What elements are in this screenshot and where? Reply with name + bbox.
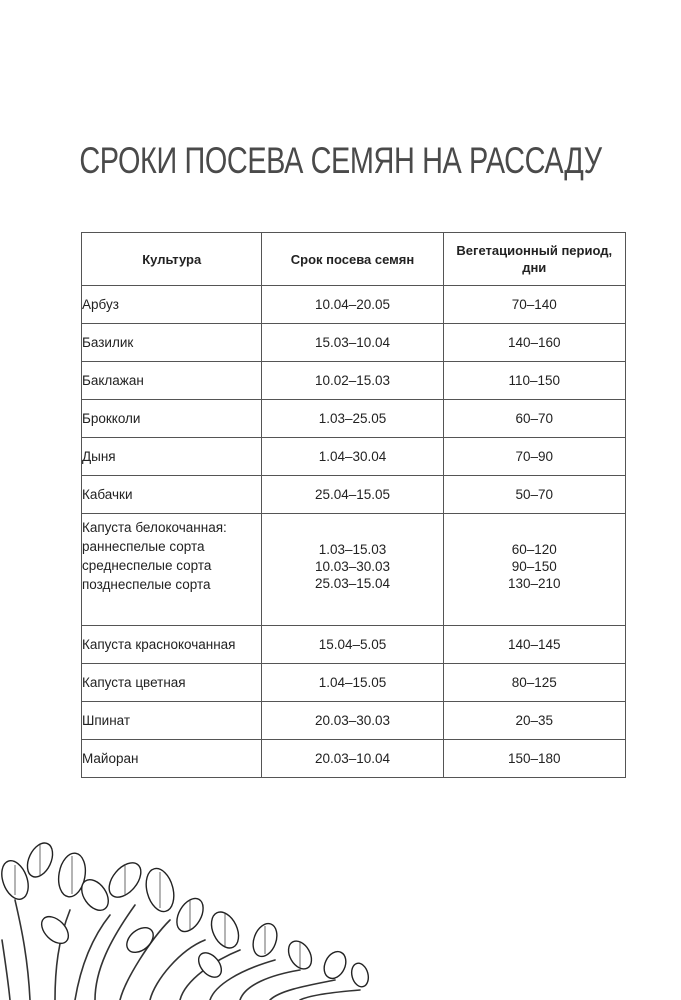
table-row [82,740,626,778]
header-sowing-date: Срок посева семян [262,233,443,286]
culture-subvariety: позднеспелые сорта [82,577,211,592]
table-row [82,664,626,702]
growing-period: 150–180 [443,740,625,778]
culture-name: Капуста краснокочанная [82,626,262,664]
culture-name: Шпинат [82,702,262,740]
sowing-date: 20.03–10.04 [262,740,443,778]
sowing-date: 25.04–15.05 [262,476,443,514]
growing-period: 50–70 [443,476,625,514]
microgreens-illustration-icon [0,820,380,1000]
culture-name: Базилик [82,324,262,362]
table-row [82,286,626,324]
table-header-row [82,233,626,286]
table-row [82,476,626,514]
culture-name: Брокколи [82,400,262,438]
table-row [82,626,626,664]
growing-period: 70–140 [443,286,625,324]
culture-subvariety: среднеспелые сорта [82,558,212,573]
header-culture: Культура [82,233,262,286]
growing-period: 140–145 [443,626,625,664]
growing-period: 60–70 [443,400,625,438]
sowing-date: 1.03–25.05 [262,400,443,438]
culture-name: Баклажан [82,362,262,400]
sowing-date [262,514,443,626]
culture-name: Дыня [82,438,262,476]
sowing-date: 1.04–15.05 [262,664,443,702]
growing-period: 70–90 [443,438,625,476]
culture-name [82,514,262,626]
sowing-date: 10.02–15.03 [262,362,443,400]
culture-name: Арбуз [82,286,262,324]
table-row [82,400,626,438]
growing-period: 80–125 [443,664,625,702]
sowing-date-value: 10.03–30.03 [314,559,391,574]
growing-period: 110–150 [443,362,625,400]
culture-name: Кабачки [82,476,262,514]
table-row [82,362,626,400]
growing-period: 140–160 [443,324,625,362]
culture-group-name: Капуста белокочанная: [82,520,227,535]
growing-period-value: 60–120 [511,542,557,557]
culture-subvariety: раннеспелые сорта [82,539,205,554]
sowing-date: 1.04–30.04 [262,438,443,476]
sowing-date-value: 1.03–15.03 [318,542,387,557]
culture-name: Капуста цветная [82,664,262,702]
page-title: СРОКИ ПОСЕВА СЕМЯН НА РАССАДУ [79,140,602,181]
sowing-date: 15.04–5.05 [262,626,443,664]
culture-name: Майоран [82,740,262,778]
table-row [82,702,626,740]
header-growing-period: Вегетационный период, дни [443,233,625,286]
growing-period [443,514,625,626]
table-row-cabbage [82,514,626,626]
sowing-date: 10.04–20.05 [262,286,443,324]
growing-period-value: 90–150 [511,559,557,574]
sowing-table [81,232,626,778]
sowing-date-value: 25.03–15.04 [314,576,391,591]
sowing-date: 15.03–10.04 [262,324,443,362]
sowing-date: 20.03–30.03 [262,702,443,740]
table-row [82,438,626,476]
growing-period: 20–35 [443,702,625,740]
growing-period-value: 130–210 [507,576,561,591]
table-row [82,324,626,362]
